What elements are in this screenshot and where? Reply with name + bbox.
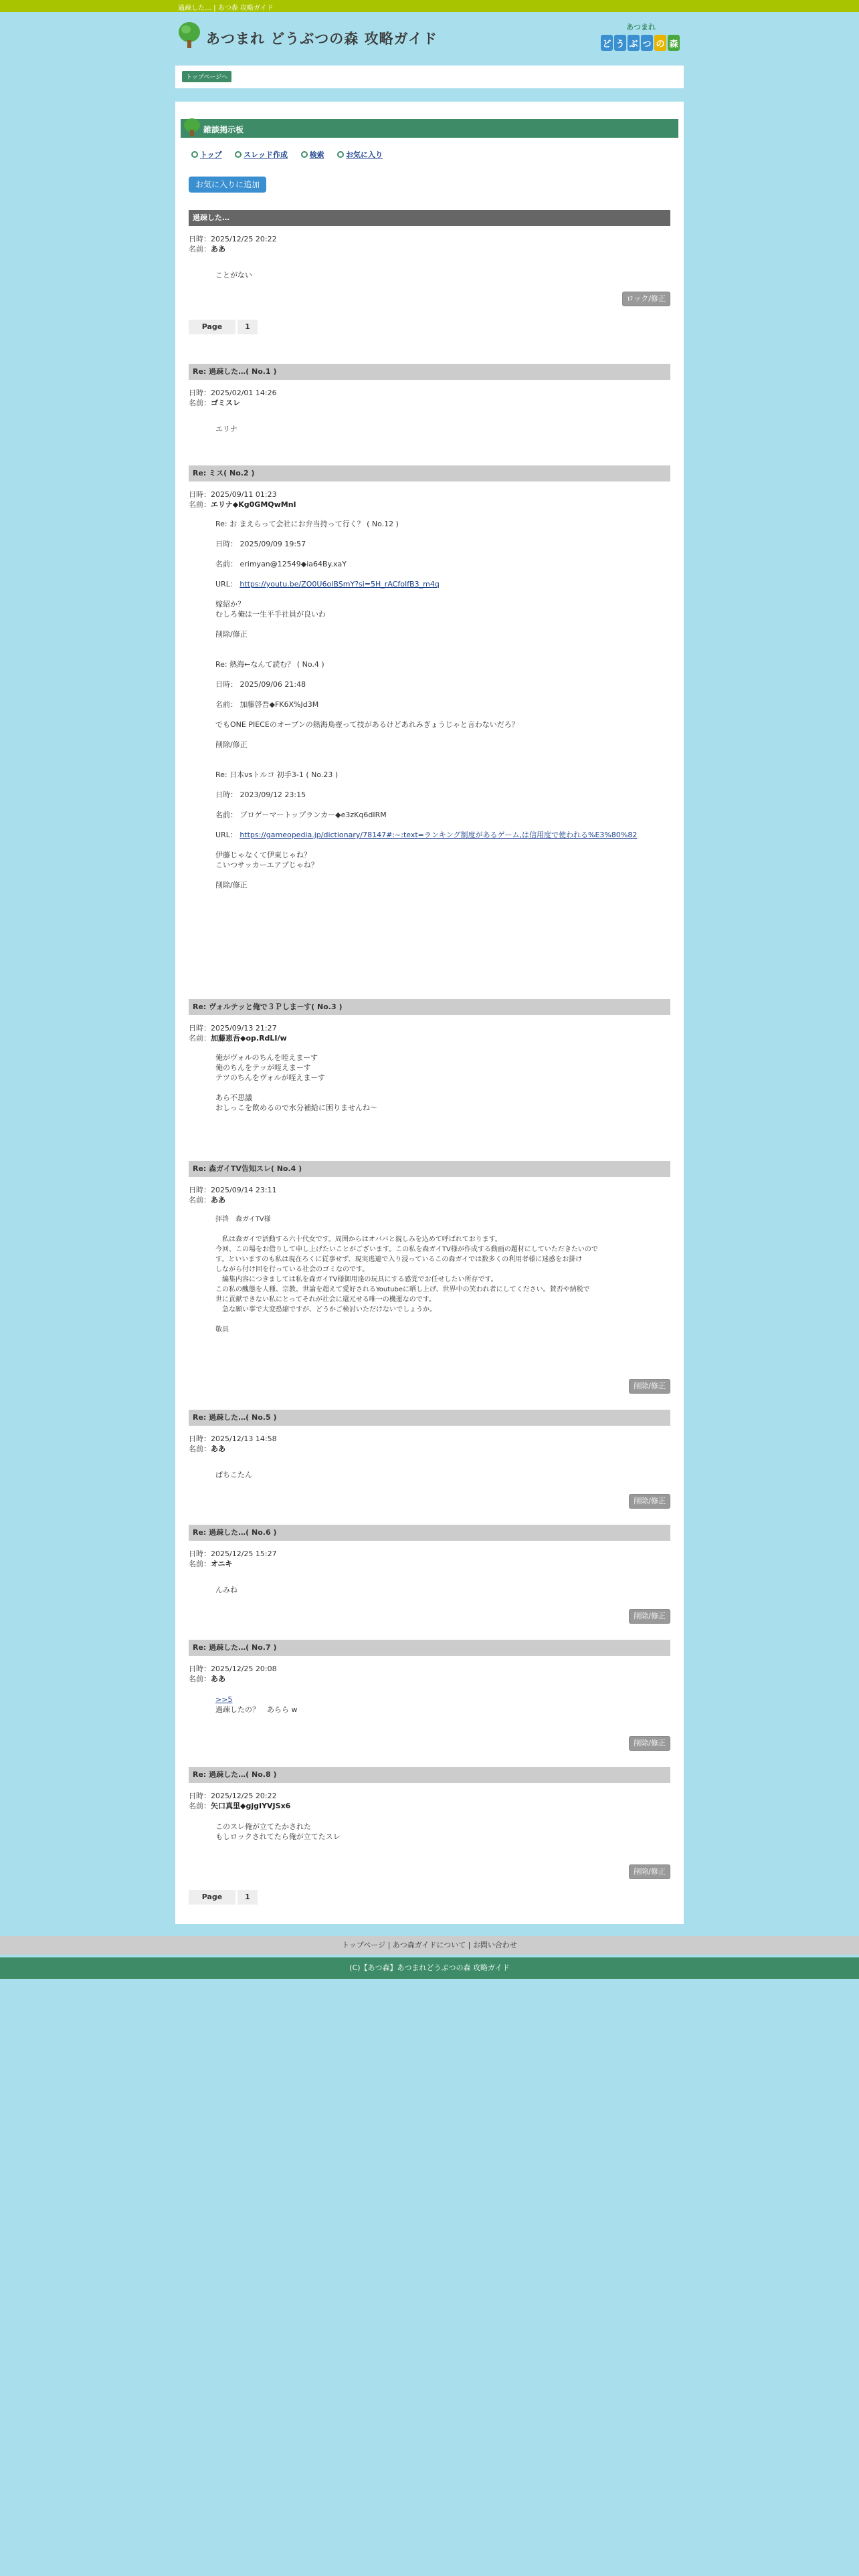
post-body-line: このスレ俺が立てたかされた xyxy=(215,1822,311,1831)
post-title: Re: 過疎した…( No.5 ) xyxy=(189,1410,670,1426)
reply-post xyxy=(189,999,670,1113)
post-body-line: 私は森ガイで活動する六十代女です。周囲からはオババと親しみを込めて呼ばれております。 xyxy=(215,1236,502,1243)
post-body xyxy=(215,1822,670,1842)
post-body-line: Re: 日本vsトルコ 初手3-1 ( No.23 ) xyxy=(215,770,339,779)
post-body: ことがない xyxy=(215,271,252,280)
reply-anchor-link[interactable]: >>5 xyxy=(215,1695,233,1704)
post-body-line: 名前： erimyan@12549◆ia64By.xaY xyxy=(215,560,347,568)
post-title: Re: 森ガイTV告知スレ( No.4 ) xyxy=(189,1161,670,1177)
reply-post xyxy=(189,1161,670,1335)
nav-top-link[interactable]: トップ xyxy=(191,149,222,160)
post-body-line: 拝啓 森ガイTV様 xyxy=(215,1216,271,1223)
post-body-line: テツのちんをヴォルが咥えまーす xyxy=(215,1073,325,1082)
post-date: 2025/12/25 20:22 xyxy=(211,1792,277,1800)
post-body-line xyxy=(215,780,670,790)
edit-button[interactable]: 削除/修正 xyxy=(629,1494,670,1509)
post-meta: 日時：2025/12/13 14:58 名前：ああ xyxy=(189,1434,277,1453)
post-body-line: 俺のちんをテッが咥えまーす xyxy=(215,1063,311,1072)
board-title: 雑談掲示板 xyxy=(203,125,244,134)
post-body-line: 日時： 2023/09/12 23:15 xyxy=(215,790,306,799)
post-author: 矢口真里◆gjgIYVJSx6 xyxy=(211,1802,291,1810)
post-title: Re: 過疎した…( No.6 ) xyxy=(189,1525,670,1541)
post-date: 2025/09/13 21:27 xyxy=(211,1024,277,1033)
post-title: Re: 過疎した…( No.7 ) xyxy=(189,1640,670,1656)
post-body-line xyxy=(215,669,670,679)
post-body-line xyxy=(215,689,670,700)
post-body-line: URL： https://gameopedia.jp/dictionary/78147#:~:text=ランキング制度があるゲーム,は信用度で使われる%E3%80%82 xyxy=(215,831,638,839)
reply-post xyxy=(189,1767,670,1842)
badge-char: 森 xyxy=(669,39,678,49)
post-body-line: 削除/修正 xyxy=(215,881,248,889)
post-title: 過疎した… xyxy=(189,210,670,226)
post-body-line: 急な願い事で大変恐縮ですが、どうかご検討いただけないでしょうか。 xyxy=(215,1306,436,1313)
post-body-line xyxy=(215,569,670,579)
reply-post xyxy=(189,1410,670,1480)
reply-post xyxy=(189,1525,670,1595)
post-author: エリナ◆Kg0GMQwMnI xyxy=(211,500,296,509)
post-body-line: 俺がヴォルのちんを咥えまーす xyxy=(215,1053,318,1062)
post-body-line: Re: 熱海←なんて読む？ ( No.4 ) xyxy=(215,660,324,669)
arrow-icon xyxy=(235,151,242,158)
post-author: ああ xyxy=(211,1675,225,1683)
lock-edit-button[interactable]: ロック/修正 xyxy=(622,292,671,306)
post-body-line xyxy=(215,639,670,649)
arrow-icon xyxy=(301,151,308,158)
top-bar xyxy=(0,0,859,12)
reply-post xyxy=(189,364,670,434)
footer-links: トップページ | あつ森ガイドについて | お問い合わせ xyxy=(0,1936,859,1955)
pager-page-1[interactable]: 1 xyxy=(237,1890,258,1905)
nav-search-link[interactable]: 検索 xyxy=(301,149,324,160)
edit-button[interactable]: 削除/修正 xyxy=(629,1736,670,1751)
post-body-line xyxy=(215,1083,670,1093)
post-body-line: 伊藤じゃなくて伊東じゃね？ xyxy=(215,851,311,859)
post-date: 2025/12/25 20:22 xyxy=(211,235,277,243)
post-body-line: 世に貢献できない私にとってそれが社会に還元せる唯一の機運なのです。 xyxy=(215,1296,436,1303)
post-body-line: す。といいますのも私は現在ろくに従事せず、現実逃避で入り浸っているこの森ガイでは数多くの利用者様に迷惑をお掛け xyxy=(215,1256,583,1263)
post-body-line: 日時： 2025/09/06 21:48 xyxy=(215,680,306,689)
post-body-line xyxy=(215,529,670,539)
post-title: Re: 過疎した…( No.1 ) xyxy=(189,364,670,380)
reply-post xyxy=(189,1640,670,1715)
site-header xyxy=(175,12,684,62)
badge-line1: あつまれ xyxy=(626,23,656,31)
post-body-line: むしろ俺は一生平手社員が良いわ xyxy=(215,610,326,619)
edit-button[interactable]: 削除/修正 xyxy=(629,1864,670,1879)
footer-link-about[interactable]: あつ森ガイドについて xyxy=(392,1941,466,1949)
post-body-line xyxy=(215,870,670,880)
post-body-line xyxy=(215,730,670,740)
add-favorite-button[interactable]: お気に入りに追加 xyxy=(189,177,266,193)
post-body-line: URL： https://youtu.be/ZO0U6oIBSmY?si=5H_rACfoIfB3_m4q xyxy=(215,580,440,588)
post-date: 2025/09/14 23:11 xyxy=(211,1186,277,1194)
post-body-line: 名前： プロゲーマートップランカー◆e3zKq6dIRM xyxy=(215,811,387,819)
badge-char: の xyxy=(656,39,665,49)
post-body-line: 日時： 2025/09/09 19:57 xyxy=(215,540,306,548)
animal-crossing-logo xyxy=(599,20,682,60)
footer-link-top[interactable]: トップページ xyxy=(342,1941,386,1949)
post-body-line xyxy=(215,750,670,760)
post-body: エリナ xyxy=(215,425,237,433)
footer-link-contact[interactable]: お問い合わせ xyxy=(472,1941,517,1949)
post-body-line xyxy=(215,840,670,850)
top-bar-text: 過疎した… | あつ森 攻略ガイド xyxy=(178,5,274,12)
breadcrumb-box xyxy=(175,66,684,88)
post-date: 2025/12/25 15:27 xyxy=(211,1549,277,1558)
post-meta: 日時：2025/12/25 20:22 名前：ああ xyxy=(189,235,277,253)
post-body-line: おしっこを飲めるので水分補給に困りませんね～ xyxy=(215,1103,377,1112)
reply-post xyxy=(189,465,670,890)
post-author: ゴミスレ xyxy=(211,399,240,407)
post-body: んみね xyxy=(215,1586,237,1594)
site-title[interactable]: あつまれ どうぶつの森 攻略ガイド xyxy=(206,31,438,47)
post-body-line: もしロックされてたら俺が立てたスレ xyxy=(215,1832,341,1841)
post-body-line: この私の醜態を人種、宗教、世論を超えて愛好されるYoutubeに晒し上げ、世界中の笑われ者にしてください。賛否や納税で xyxy=(215,1286,590,1293)
board-nav xyxy=(191,149,393,160)
post-body xyxy=(215,519,670,890)
post-author: オニキ xyxy=(211,1560,233,1568)
post-body-line xyxy=(215,760,670,770)
post-body: >>5 過疎したの？ あらら w xyxy=(215,1695,298,1714)
post-body-line xyxy=(215,710,670,720)
post-title: Re: 過疎した…( No.8 ) xyxy=(189,1767,670,1783)
post-body-line xyxy=(215,820,670,830)
edit-button[interactable]: 削除/修正 xyxy=(629,1609,670,1624)
post-body-line xyxy=(215,649,670,659)
post-body-line: 編集内容につきましては私を森ガイTV様御用達の玩具にする感覚でお任せしたい所存です。 xyxy=(215,1276,498,1283)
post-date: 2025/12/13 14:58 xyxy=(211,1434,277,1443)
post-meta: 日時：2025/09/13 21:27 名前：加藤恵吾◆op.RdLI/w xyxy=(189,1024,287,1043)
board-header xyxy=(181,119,678,138)
post-meta: 日時：2025/12/25 20:22 名前：矢口真里◆gjgIYVJSx6 xyxy=(189,1792,291,1810)
post-author: ああ xyxy=(211,1196,225,1204)
nav-favorites-link[interactable]: お気に入り xyxy=(337,149,383,160)
post-meta: 日時：2025/02/01 14:26 名前：ゴミスレ xyxy=(189,389,277,407)
post-body-line: 削除/修正 xyxy=(215,740,248,749)
post-date: 2025/02/01 14:26 xyxy=(211,389,277,397)
post-body-line: こいつサッカーエアプじゃね？ xyxy=(215,861,318,869)
post-author: ああ xyxy=(211,245,225,253)
post-body-line xyxy=(215,1224,670,1235)
post-body-line: でもONE PIECEのオープンの熱海鳥壺って技があるけどあれみぎょうじゃと言わないだろ？ xyxy=(215,720,519,729)
badge-char: う xyxy=(615,39,625,49)
pager-label: Page xyxy=(189,1890,235,1905)
post-body xyxy=(215,1214,670,1335)
badge-char: ど xyxy=(602,39,611,49)
arrow-icon xyxy=(337,151,344,158)
edit-button[interactable]: 削除/修正 xyxy=(629,1379,670,1394)
post-body-line: 今回、この場をお借りして申し上げたいことがございます。この私を森ガイTV様が作成する動画の題材にしていただきたいので xyxy=(215,1246,598,1253)
post-body-line xyxy=(215,800,670,810)
post-body xyxy=(215,1053,670,1113)
post-body-line: Re: お まえらって会社にお弁当持って行く？ ( No.12 ) xyxy=(215,520,399,528)
breadcrumb-home-link[interactable]: トップページへ xyxy=(182,71,231,82)
post-meta: 日時：2025/12/25 20:08 名前：ああ xyxy=(189,1665,277,1683)
post-url-link[interactable]: https://gameopedia.jp/dictionary/78147#:~:text=ランキング制度があるゲーム,は信用度で使われる%E3%80%82 xyxy=(240,831,638,839)
post-author: ああ xyxy=(211,1444,225,1453)
post-author: 加藤恵吾◆op.RdLI/w xyxy=(211,1034,287,1043)
post-url-link[interactable]: https://youtu.be/ZO0U6oIBSmY?si=5H_rACfoIfB3_m4q xyxy=(240,580,440,588)
post-body-line xyxy=(215,619,670,629)
post-body-line: あら不思議 xyxy=(215,1093,252,1102)
post-body-line: 敬具 xyxy=(215,1326,229,1333)
pager-bottom xyxy=(189,1890,260,1905)
badge-char: つ xyxy=(642,39,652,49)
nav-create-thread-link[interactable]: スレッド作成 xyxy=(235,149,288,160)
tree-logo-icon[interactable] xyxy=(178,21,201,49)
pager-label: Page xyxy=(189,320,235,334)
post-body-line xyxy=(215,589,670,599)
post-title: Re: ミス( No.2 ) xyxy=(189,465,670,481)
post-title: Re: ヴォルテッと俺で３Ｐしまーす( No.3 ) xyxy=(189,999,670,1015)
post-body: ぱちこたん xyxy=(215,1471,252,1479)
tree-icon xyxy=(183,118,201,136)
post-body-line: 削除/修正 xyxy=(215,630,248,639)
pager-top xyxy=(189,320,260,334)
post-date: 2025/09/11 01:23 xyxy=(211,490,277,499)
post-date: 2025/12/25 20:08 xyxy=(211,1665,277,1673)
post-body-line xyxy=(215,549,670,559)
post-meta: 日時：2025/09/14 23:11 名前：ああ xyxy=(189,1186,277,1204)
post-body-line xyxy=(215,1315,670,1325)
main-content xyxy=(175,102,684,1924)
post-body-line: 名前： 加藤啓吾◆FK6X%Jd3M xyxy=(215,700,319,709)
arrow-icon xyxy=(191,151,198,158)
footer-copyright: (C)【あつ森】あつまれどうぶつの森 攻略ガイド xyxy=(0,1957,859,1979)
post-meta: 日時：2025/09/11 01:23 名前：エリナ◆Kg0GMQwMnI xyxy=(189,490,296,509)
post-body-line: 嫁紹か？ xyxy=(215,600,245,609)
badge-char: ぶ xyxy=(629,39,638,49)
post-body-line: しながら付け回を行っている社会のゴミなのです。 xyxy=(215,1266,369,1273)
thread-post xyxy=(189,210,670,280)
pager-page-1[interactable]: 1 xyxy=(237,320,258,334)
post-meta: 日時：2025/12/25 15:27 名前：オニキ xyxy=(189,1549,277,1568)
